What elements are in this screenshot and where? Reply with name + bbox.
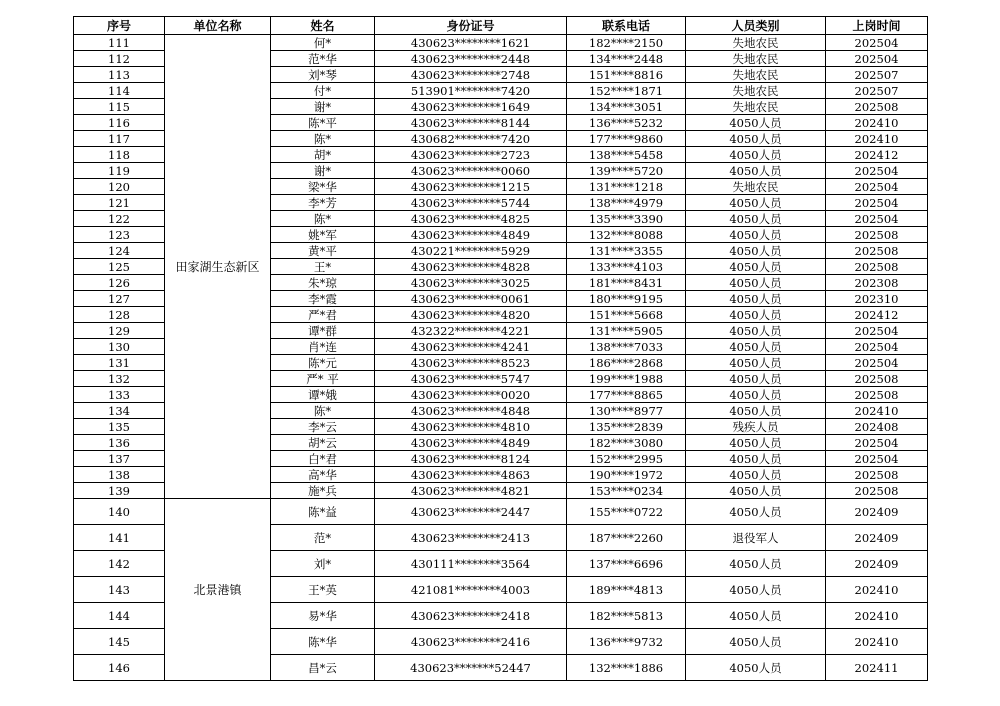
cell-id: 430623*******52447 xyxy=(375,655,567,681)
cell-name: 黄*平 xyxy=(271,243,375,259)
cell-id: 430623********4849 xyxy=(375,227,567,243)
cell-phone: 134****3051 xyxy=(567,99,686,115)
cell-no: 144 xyxy=(74,603,165,629)
cell-no: 137 xyxy=(74,451,165,467)
cell-phone: 182****5813 xyxy=(567,603,686,629)
cell-phone: 177****9860 xyxy=(567,131,686,147)
cell-date: 202504 xyxy=(826,211,928,227)
cell-date: 202504 xyxy=(826,323,928,339)
cell-phone: 153****0234 xyxy=(567,483,686,499)
cell-name: 陈* xyxy=(271,211,375,227)
cell-category: 4050人员 xyxy=(686,131,826,147)
cell-no: 143 xyxy=(74,577,165,603)
cell-date: 202504 xyxy=(826,179,928,195)
cell-phone: 139****5720 xyxy=(567,163,686,179)
table-row xyxy=(74,35,928,51)
cell-date: 202504 xyxy=(826,435,928,451)
cell-category: 4050人员 xyxy=(686,243,826,259)
cell-id: 430623********4821 xyxy=(375,483,567,499)
cell-phone: 138****5458 xyxy=(567,147,686,163)
cell-date: 202409 xyxy=(826,525,928,551)
cell-no: 132 xyxy=(74,371,165,387)
cell-id: 430623********2448 xyxy=(375,51,567,67)
cell-date: 202504 xyxy=(826,51,928,67)
cell-name: 姚*军 xyxy=(271,227,375,243)
cell-no: 118 xyxy=(74,147,165,163)
cell-id: 430623********2413 xyxy=(375,525,567,551)
cell-id: 430623********8124 xyxy=(375,451,567,467)
cell-date: 202508 xyxy=(826,483,928,499)
cell-name: 李*芳 xyxy=(271,195,375,211)
cell-no: 133 xyxy=(74,387,165,403)
cell-id: 430623********4810 xyxy=(375,419,567,435)
cell-category: 4050人员 xyxy=(686,603,826,629)
cell-name: 谭*群 xyxy=(271,323,375,339)
cell-date: 202409 xyxy=(826,551,928,577)
cell-name: 李*云 xyxy=(271,419,375,435)
header-name: 姓名 xyxy=(271,17,375,35)
cell-name: 陈* xyxy=(271,403,375,419)
cell-category: 4050人员 xyxy=(686,291,826,307)
cell-no: 124 xyxy=(74,243,165,259)
cell-phone: 189****4813 xyxy=(567,577,686,603)
cell-date: 202410 xyxy=(826,577,928,603)
cell-name: 肖*连 xyxy=(271,339,375,355)
cell-no: 119 xyxy=(74,163,165,179)
cell-category: 4050人员 xyxy=(686,451,826,467)
cell-no: 138 xyxy=(74,467,165,483)
cell-phone: 187****2260 xyxy=(567,525,686,551)
cell-no: 129 xyxy=(74,323,165,339)
cell-name: 谭*娥 xyxy=(271,387,375,403)
cell-date: 202308 xyxy=(826,275,928,291)
cell-id: 430623********5744 xyxy=(375,195,567,211)
cell-phone: 199****1988 xyxy=(567,371,686,387)
cell-id: 430623********0020 xyxy=(375,387,567,403)
cell-phone: 136****9732 xyxy=(567,629,686,655)
cell-id: 432322********4221 xyxy=(375,323,567,339)
header-date: 上岗时间 xyxy=(826,17,928,35)
cell-no: 115 xyxy=(74,99,165,115)
cell-date: 202410 xyxy=(826,403,928,419)
cell-date: 202508 xyxy=(826,387,928,403)
header-category: 人员类别 xyxy=(686,17,826,35)
cell-category: 4050人员 xyxy=(686,115,826,131)
cell-phone: 186****2868 xyxy=(567,355,686,371)
cell-date: 202508 xyxy=(826,243,928,259)
cell-category: 4050人员 xyxy=(686,323,826,339)
cell-unit: 北景港镇 xyxy=(165,499,271,681)
cell-name: 易*华 xyxy=(271,603,375,629)
cell-date: 202504 xyxy=(826,339,928,355)
cell-id: 430623********2723 xyxy=(375,147,567,163)
cell-date: 202410 xyxy=(826,115,928,131)
cell-name: 陈*华 xyxy=(271,629,375,655)
cell-category: 失地农民 xyxy=(686,51,826,67)
cell-id: 430623********4863 xyxy=(375,467,567,483)
cell-phone: 132****1886 xyxy=(567,655,686,681)
cell-date: 202507 xyxy=(826,83,928,99)
cell-date: 202410 xyxy=(826,629,928,655)
cell-date: 202310 xyxy=(826,291,928,307)
cell-no: 128 xyxy=(74,307,165,323)
roster-body xyxy=(74,35,928,681)
cell-category: 4050人员 xyxy=(686,371,826,387)
cell-phone: 152****1871 xyxy=(567,83,686,99)
cell-id: 430111********3564 xyxy=(375,551,567,577)
cell-no: 120 xyxy=(74,179,165,195)
cell-phone: 137****6696 xyxy=(567,551,686,577)
cell-name: 刘*琴 xyxy=(271,67,375,83)
cell-phone: 190****1972 xyxy=(567,467,686,483)
cell-name: 何* xyxy=(271,35,375,51)
cell-category: 4050人员 xyxy=(686,355,826,371)
cell-category: 4050人员 xyxy=(686,435,826,451)
cell-no: 136 xyxy=(74,435,165,451)
cell-phone: 138****7033 xyxy=(567,339,686,355)
cell-phone: 133****4103 xyxy=(567,259,686,275)
cell-id: 430623********1649 xyxy=(375,99,567,115)
cell-name: 昌*云 xyxy=(271,655,375,681)
cell-category: 失地农民 xyxy=(686,99,826,115)
cell-category: 失地农民 xyxy=(686,67,826,83)
cell-no: 145 xyxy=(74,629,165,655)
cell-phone: 181****8431 xyxy=(567,275,686,291)
cell-category: 失地农民 xyxy=(686,35,826,51)
cell-category: 4050人员 xyxy=(686,551,826,577)
cell-name: 范*华 xyxy=(271,51,375,67)
cell-date: 202508 xyxy=(826,467,928,483)
cell-date: 202504 xyxy=(826,355,928,371)
cell-date: 202508 xyxy=(826,371,928,387)
cell-category: 4050人员 xyxy=(686,483,826,499)
cell-name: 王* xyxy=(271,259,375,275)
cell-phone: 177****8865 xyxy=(567,387,686,403)
cell-name: 梁*华 xyxy=(271,179,375,195)
cell-id: 513901********7420 xyxy=(375,83,567,99)
cell-id: 430623********1621 xyxy=(375,35,567,51)
cell-name: 陈* xyxy=(271,131,375,147)
cell-no: 130 xyxy=(74,339,165,355)
cell-id: 430623********4848 xyxy=(375,403,567,419)
cell-id: 430623********2748 xyxy=(375,67,567,83)
cell-category: 4050人员 xyxy=(686,655,826,681)
cell-name: 李*霞 xyxy=(271,291,375,307)
cell-no: 135 xyxy=(74,419,165,435)
cell-phone: 152****2995 xyxy=(567,451,686,467)
cell-category: 4050人员 xyxy=(686,227,826,243)
cell-phone: 132****8088 xyxy=(567,227,686,243)
cell-phone: 182****2150 xyxy=(567,35,686,51)
cell-date: 202508 xyxy=(826,259,928,275)
cell-category: 4050人员 xyxy=(686,163,826,179)
cell-id: 430623********3025 xyxy=(375,275,567,291)
cell-no: 126 xyxy=(74,275,165,291)
cell-phone: 180****9195 xyxy=(567,291,686,307)
table-row xyxy=(74,499,928,525)
cell-name: 朱*琼 xyxy=(271,275,375,291)
cell-no: 127 xyxy=(74,291,165,307)
cell-phone: 135****3390 xyxy=(567,211,686,227)
cell-phone: 151****8816 xyxy=(567,67,686,83)
cell-name: 高*华 xyxy=(271,467,375,483)
cell-id: 430623********2416 xyxy=(375,629,567,655)
cell-phone: 131****1218 xyxy=(567,179,686,195)
cell-category: 4050人员 xyxy=(686,467,826,483)
cell-name: 胡*云 xyxy=(271,435,375,451)
cell-category: 4050人员 xyxy=(686,307,826,323)
cell-no: 131 xyxy=(74,355,165,371)
cell-date: 202410 xyxy=(826,603,928,629)
cell-name: 胡* xyxy=(271,147,375,163)
cell-no: 117 xyxy=(74,131,165,147)
header-unit: 单位名称 xyxy=(165,17,271,35)
cell-date: 202412 xyxy=(826,147,928,163)
cell-phone: 182****3080 xyxy=(567,435,686,451)
cell-date: 202507 xyxy=(826,67,928,83)
cell-no: 116 xyxy=(74,115,165,131)
cell-category: 4050人员 xyxy=(686,195,826,211)
cell-phone: 151****5668 xyxy=(567,307,686,323)
cell-date: 202408 xyxy=(826,419,928,435)
cell-date: 202504 xyxy=(826,35,928,51)
cell-name: 白*君 xyxy=(271,451,375,467)
cell-no: 142 xyxy=(74,551,165,577)
cell-name: 刘* xyxy=(271,551,375,577)
cell-phone: 155****0722 xyxy=(567,499,686,525)
header-phone: 联系电话 xyxy=(567,17,686,35)
cell-date: 202412 xyxy=(826,307,928,323)
cell-no: 141 xyxy=(74,525,165,551)
cell-date: 202504 xyxy=(826,451,928,467)
cell-category: 4050人员 xyxy=(686,259,826,275)
cell-id: 430623********1215 xyxy=(375,179,567,195)
cell-name: 陈*益 xyxy=(271,499,375,525)
header-row xyxy=(74,17,928,35)
cell-category: 4050人员 xyxy=(686,275,826,291)
cell-no: 146 xyxy=(74,655,165,681)
cell-phone: 131****5905 xyxy=(567,323,686,339)
cell-no: 139 xyxy=(74,483,165,499)
cell-date: 202411 xyxy=(826,655,928,681)
cell-category: 4050人员 xyxy=(686,629,826,655)
cell-id: 430623********8144 xyxy=(375,115,567,131)
cell-id: 421081********4003 xyxy=(375,577,567,603)
cell-name: 施*兵 xyxy=(271,483,375,499)
cell-name: 付* xyxy=(271,83,375,99)
cell-category: 4050人员 xyxy=(686,211,826,227)
cell-id: 430623********4849 xyxy=(375,435,567,451)
cell-date: 202508 xyxy=(826,99,928,115)
cell-category: 残疾人员 xyxy=(686,419,826,435)
cell-id: 430623********0060 xyxy=(375,163,567,179)
cell-date: 202504 xyxy=(826,195,928,211)
cell-date: 202504 xyxy=(826,163,928,179)
cell-id: 430623********4820 xyxy=(375,307,567,323)
cell-category: 4050人员 xyxy=(686,147,826,163)
cell-id: 430623********5747 xyxy=(375,371,567,387)
cell-name: 陈*元 xyxy=(271,355,375,371)
cell-id: 430623********4825 xyxy=(375,211,567,227)
cell-id: 430623********8523 xyxy=(375,355,567,371)
cell-name: 陈*平 xyxy=(271,115,375,131)
cell-id: 430623********4241 xyxy=(375,339,567,355)
cell-phone: 134****2448 xyxy=(567,51,686,67)
header-no: 序号 xyxy=(74,17,165,35)
cell-no: 121 xyxy=(74,195,165,211)
cell-id: 430623********2418 xyxy=(375,603,567,629)
cell-category: 4050人员 xyxy=(686,577,826,603)
cell-name: 严* 平 xyxy=(271,371,375,387)
cell-name: 严*君 xyxy=(271,307,375,323)
cell-category: 4050人员 xyxy=(686,387,826,403)
cell-name: 谢* xyxy=(271,99,375,115)
cell-category: 4050人员 xyxy=(686,499,826,525)
cell-id: 430682********7420 xyxy=(375,131,567,147)
cell-no: 114 xyxy=(74,83,165,99)
header-id: 身份证号 xyxy=(375,17,567,35)
cell-no: 123 xyxy=(74,227,165,243)
cell-category: 失地农民 xyxy=(686,179,826,195)
cell-no: 140 xyxy=(74,499,165,525)
cell-date: 202409 xyxy=(826,499,928,525)
cell-no: 113 xyxy=(74,67,165,83)
cell-id: 430221********5929 xyxy=(375,243,567,259)
cell-name: 范* xyxy=(271,525,375,551)
cell-phone: 136****5232 xyxy=(567,115,686,131)
cell-phone: 131****3355 xyxy=(567,243,686,259)
cell-category: 退役军人 xyxy=(686,525,826,551)
cell-no: 122 xyxy=(74,211,165,227)
cell-no: 111 xyxy=(74,35,165,51)
cell-id: 430623********0061 xyxy=(375,291,567,307)
cell-phone: 130****8977 xyxy=(567,403,686,419)
cell-no: 112 xyxy=(74,51,165,67)
cell-date: 202410 xyxy=(826,131,928,147)
cell-id: 430623********2447 xyxy=(375,499,567,525)
cell-phone: 135****2839 xyxy=(567,419,686,435)
cell-category: 失地农民 xyxy=(686,83,826,99)
cell-name: 谢* xyxy=(271,163,375,179)
cell-unit: 田家湖生态新区 xyxy=(165,35,271,499)
cell-no: 134 xyxy=(74,403,165,419)
cell-category: 4050人员 xyxy=(686,403,826,419)
cell-no: 125 xyxy=(74,259,165,275)
cell-date: 202508 xyxy=(826,227,928,243)
cell-name: 王*英 xyxy=(271,577,375,603)
cell-phone: 138****4979 xyxy=(567,195,686,211)
roster-table xyxy=(73,16,928,681)
cell-category: 4050人员 xyxy=(686,339,826,355)
cell-id: 430623********4828 xyxy=(375,259,567,275)
